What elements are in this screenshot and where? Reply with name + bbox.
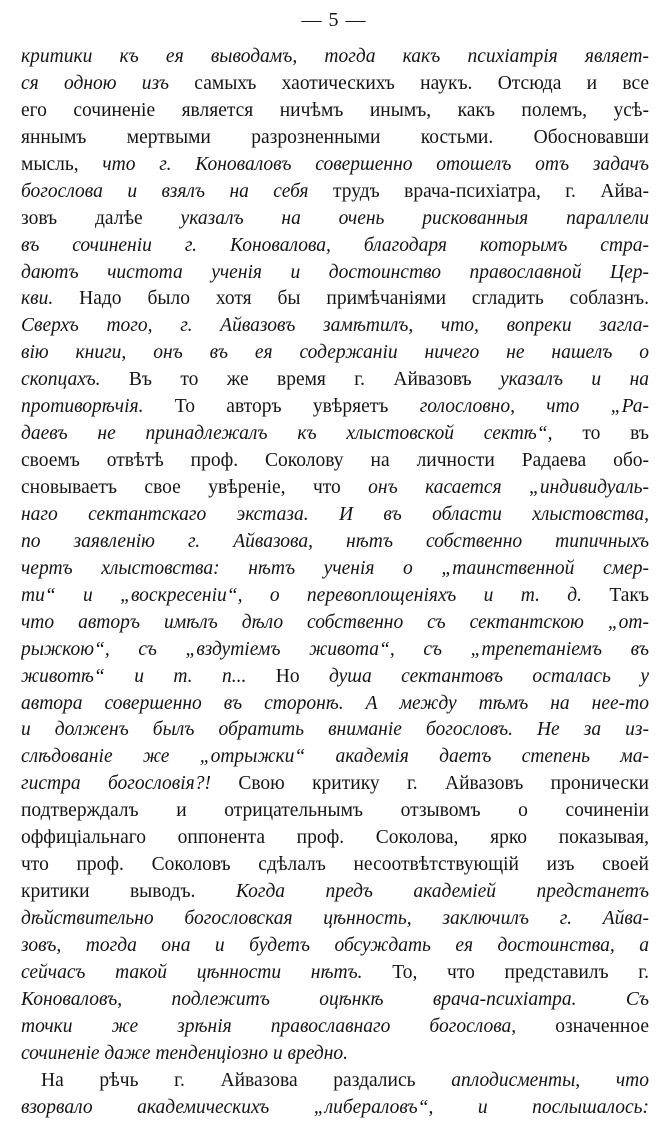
italic-text-segment: даютъ чистота ученія и достоинство православной Цер- xyxy=(21,261,649,283)
text-line xyxy=(21,933,649,960)
italic-text-segment: чертъ хлыстовства: нѣтъ ученія о „таинственной смер- xyxy=(21,557,649,579)
text-segment: То авторъ увѣряетъ xyxy=(143,396,420,418)
text-segment: Въ то же время г. Айвазовъ xyxy=(100,369,501,391)
text-line xyxy=(21,906,649,933)
text-segment: подтверждалъ и отрицательнымъ отзывомъ о сочиненіи xyxy=(21,800,649,822)
text-segment: означенное xyxy=(516,1015,649,1037)
text-line xyxy=(21,152,649,179)
text-segment: То, что представилъ г. xyxy=(362,961,649,983)
italic-text-segment: сочиненіе даже тенденціозно и вредно. xyxy=(21,1042,349,1064)
italic-text-segment: сейчасъ такой цѣнности нѣтъ. xyxy=(21,961,363,983)
text-line xyxy=(21,717,649,744)
italic-text-segment: дѣйствительно богословская цѣнность, заключилъ г. Айва- xyxy=(21,908,649,929)
text-segment: сновываетъ свое увѣреніе, что xyxy=(21,477,369,498)
text-line xyxy=(21,98,649,125)
italic-text-segment: зовъ, тогда она и будетъ обсуждать ея достоинства, а xyxy=(21,934,649,956)
italic-text-segment: Когда предъ академіей предстанетъ xyxy=(235,881,649,903)
italic-text-segment: даевъ не принадлежалъ къ хлыстовской сектѣ“, xyxy=(21,423,553,445)
text-line xyxy=(21,340,649,367)
text-line xyxy=(21,367,649,394)
text-line xyxy=(21,798,649,825)
italic-text-segment: животѣ“ и т. п... xyxy=(21,665,247,687)
italic-text-segment: въ сочиненіи г. Коновалова, благодаря которымъ стра- xyxy=(21,234,649,256)
text-line xyxy=(21,125,649,152)
text-line xyxy=(21,475,649,502)
text-line xyxy=(21,448,649,475)
italic-text-segment: Сверхъ того, г. Айвазовъ замѣтилъ, что, вопреки загла- xyxy=(21,315,649,337)
text-segment: трудъ врача-психіатра, г. Айва- xyxy=(308,180,649,202)
text-line xyxy=(21,44,649,71)
italic-text-segment: онъ касается „индивидуаль- xyxy=(368,477,649,498)
text-line xyxy=(21,529,649,556)
text-line xyxy=(21,583,649,610)
body-text xyxy=(21,44,649,1122)
text-segment: Такъ xyxy=(582,584,649,606)
italic-text-segment: указалъ и на xyxy=(500,369,649,391)
italic-text-segment: вію книги, онъ въ ея содержаніи ничего не нашелъ о xyxy=(21,342,649,364)
italic-text-segment: и долженъ былъ обратить вниманіе богословъ. Не за из- xyxy=(21,719,649,741)
italic-text-segment: указалъ на очень рискованныя параллели xyxy=(180,207,649,229)
text-line xyxy=(21,421,649,448)
text-segment: Надо было хотя бы примѣчаніями сгладить соблазнъ. xyxy=(53,288,649,310)
text-segment: своемъ отвѣтѣ проф. Соколову на личности Радаева обо- xyxy=(21,450,649,472)
text-line xyxy=(21,179,649,206)
text-line xyxy=(21,206,649,233)
italic-text-segment: аплодисменты, что xyxy=(451,1069,649,1091)
text-line xyxy=(21,502,649,529)
text-line xyxy=(21,852,649,879)
italic-text-segment: противорѣчія. xyxy=(21,396,144,418)
italic-text-segment: что г. Коноваловъ совершенно отошелъ отъ задачъ xyxy=(102,153,649,175)
text-segment: мысль, xyxy=(21,153,103,175)
text-segment: то въ xyxy=(552,423,649,445)
italic-text-segment: критики къ ея выводамъ, тогда какъ психіатрія являет- xyxy=(21,46,649,67)
text-line xyxy=(21,1068,649,1095)
italic-text-segment: ся одною изъ xyxy=(21,72,170,94)
italic-text-segment: ти“ и „воскресеніи“, о перевоплощеніяхъ и т. д. xyxy=(21,584,582,606)
text-segment: самыхъ хаотическихъ наукъ. Отсюда и все xyxy=(169,72,649,94)
text-line xyxy=(21,610,649,637)
italic-text-segment: голословно, что „Ра- xyxy=(419,396,649,418)
italic-text-segment: слѣдованіе же „отрыжки“ академія даетъ степень ма- xyxy=(21,746,649,768)
italic-text-segment: душа сектантовъ осталась у xyxy=(329,665,649,687)
text-segment: На рѣчь г. Айвазова раздались xyxy=(41,1069,452,1091)
italic-text-segment: наго сектантскаго экстаза. И въ области хлыстовства, xyxy=(21,503,649,525)
italic-text-segment: что авторъ имѣлъ дѣло собственно съ сектантскою „от- xyxy=(21,611,649,633)
text-line xyxy=(21,1014,649,1041)
text-line xyxy=(21,744,649,771)
text-segment: Свою критику г. Айвазовъ пронически xyxy=(210,773,649,795)
text-line xyxy=(21,879,649,906)
italic-text-segment: по заявленію г. Айвазова, нѣтъ собственно типичныхъ xyxy=(21,530,649,552)
text-line xyxy=(21,691,649,718)
italic-text-segment: точки же зрѣнія православнаго богослова, xyxy=(21,1015,517,1037)
text-line xyxy=(21,1095,649,1122)
text-line xyxy=(21,71,649,98)
text-segment: оффиціальнаго оппонента проф. Соколова, ярко показывая, xyxy=(21,827,649,849)
text-segment: зовъ далѣе xyxy=(21,207,181,229)
text-line xyxy=(21,771,649,798)
text-segment: яннымъ мертвыми разрозненными костьми. Обосновавши xyxy=(21,126,649,148)
text-segment: Но xyxy=(246,665,330,687)
text-line xyxy=(21,1041,649,1068)
italic-text-segment: кви. xyxy=(21,288,54,310)
text-line xyxy=(21,313,649,340)
text-line xyxy=(21,260,649,287)
italic-text-segment: гистра богословія?! xyxy=(21,773,211,795)
italic-text-segment: рыжкою“, съ „вздутіемъ живота“, съ „трепетаніемъ въ xyxy=(21,638,649,660)
italic-text-segment: Коноваловъ, подлежитъ оцѣнкѣ врача-психіатра. Съ xyxy=(21,988,649,1010)
text-line xyxy=(21,286,649,313)
text-line xyxy=(21,664,649,691)
text-line xyxy=(21,960,649,987)
text-line xyxy=(21,233,649,260)
page-number: — 5 — xyxy=(301,9,367,31)
italic-text-segment: скопцахъ. xyxy=(21,369,101,391)
italic-text-segment: автора совершенно въ сторонѣ. А между тѣмъ на нее-то xyxy=(21,692,649,714)
text-segment: что проф. Соколовъ сдѣлалъ несоотвѣтствующій изъ своей xyxy=(21,854,649,876)
text-segment: критики выводъ. xyxy=(21,881,236,903)
text-segment: его сочиненіе является ничѣмъ инымъ, какъ полемъ, усѣ- xyxy=(21,99,649,121)
text-line xyxy=(21,825,649,852)
text-line xyxy=(21,394,649,421)
text-line xyxy=(21,556,649,583)
text-line xyxy=(21,637,649,664)
italic-text-segment: взорвало академическихъ „либераловъ“, и послышалось: xyxy=(21,1096,649,1118)
italic-text-segment: богослова и взялъ на себя xyxy=(21,180,309,202)
text-line xyxy=(21,987,649,1014)
